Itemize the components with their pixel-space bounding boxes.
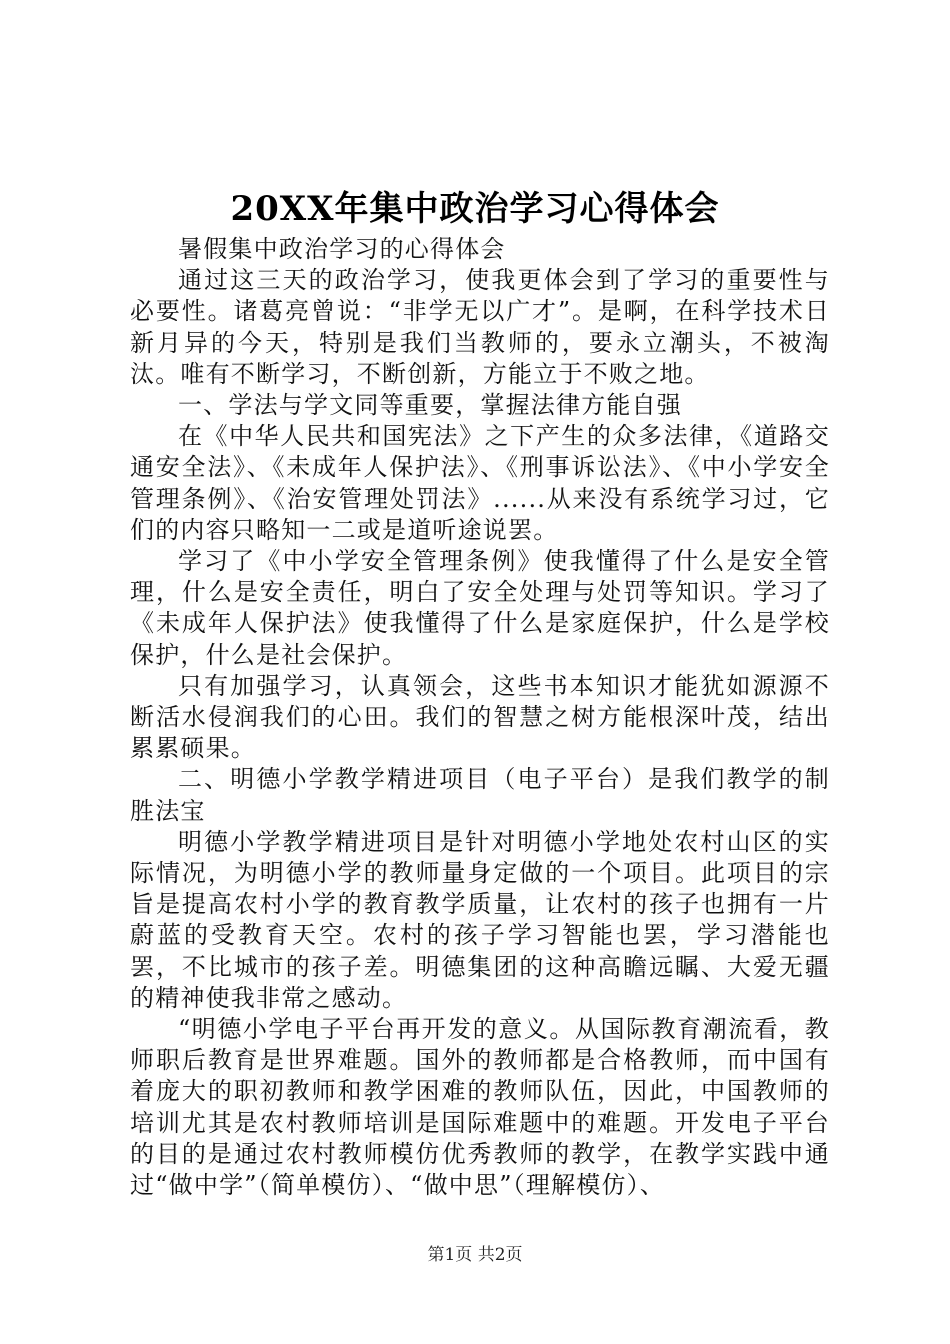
paragraph-safety: 学习了《中小学安全管理条例》使我懂得了什么是安全管理，什么是安全责任，明白了安全处理与处罚等知识。学习了《未成年人保护法》使我懂得了什么是家庭保护，什么是学校保护，什么是社会保护。 [130, 547, 830, 669]
paragraph-learning: 只有加强学习，认真领会，这些书本知识才能犹如源源不断活水侵润我们的心田。我们的智慧之树方能根深叶茂，结出累累硕果。 [130, 671, 830, 763]
paragraph-laws: 在《中华人民共和国宪法》之下产生的众多法律，《道路交通安全法》、《未成年人保护法》、《刑事诉讼法》、《中小学安全管理条例》、《治安管理处罚法》......从来没有系统学习过，它们的内容只略知一二或是道听途说罢。 [130, 422, 830, 544]
document-body [130, 234, 830, 1201]
document-title: 20XX年集中政治学习心得体会 [230, 189, 720, 229]
paragraph-subtitle: 暑假集中政治学习的心得体会 [178, 235, 506, 263]
section-heading-2: 二、明德小学教学精进项目（电子平台）是我们教学的制胜法宝 [130, 765, 830, 825]
paragraph-platform: “明德小学电子平台再开发的意义。从国际教育潮流看，教师职后教育是世界难题。国外的教师都是合格教师，而中国有着庞大的职初教师和教学困难的教师队伍，因此，中国教师的培训尤其是农村教师培训是国际难题中的难题。开发电子平台的目的是通过农村教师模仿优秀教师的教学，在教学实践中通过“做中学”（简单模仿）、“做中思”（理解模仿）、 [130, 1015, 830, 1200]
page-footer: 第1页 共2页 [427, 1245, 523, 1265]
paragraph-intro: 通过这三天的政治学习，使我更体会到了学习的重要性与必要性。诸葛亮曾说：“非学无以广才”。是啊，在科学技术日新月异的今天，特别是我们当教师的，要永立潮头，不被淘汰。唯有不断学习，不断创新，方能立于不败之地。 [130, 266, 830, 388]
section-heading-1: 一、学法与学文同等重要，掌握法律方能自强 [178, 391, 682, 420]
paragraph-project: 明德小学教学精进项目是针对明德小学地处农村山区的实际情况，为明德小学的教师量身定做的一个项目。此项目的宗旨是提高农村小学的教育教学质量，让农村的孩子也拥有一片蔚蓝的受教育天空。农村的孩子学习智能也罢，学习潜能也罢，不比城市的孩子差。明德集团的这种高瞻远瞩、大爱无疆的精神使我非常之感动。 [130, 827, 830, 1012]
